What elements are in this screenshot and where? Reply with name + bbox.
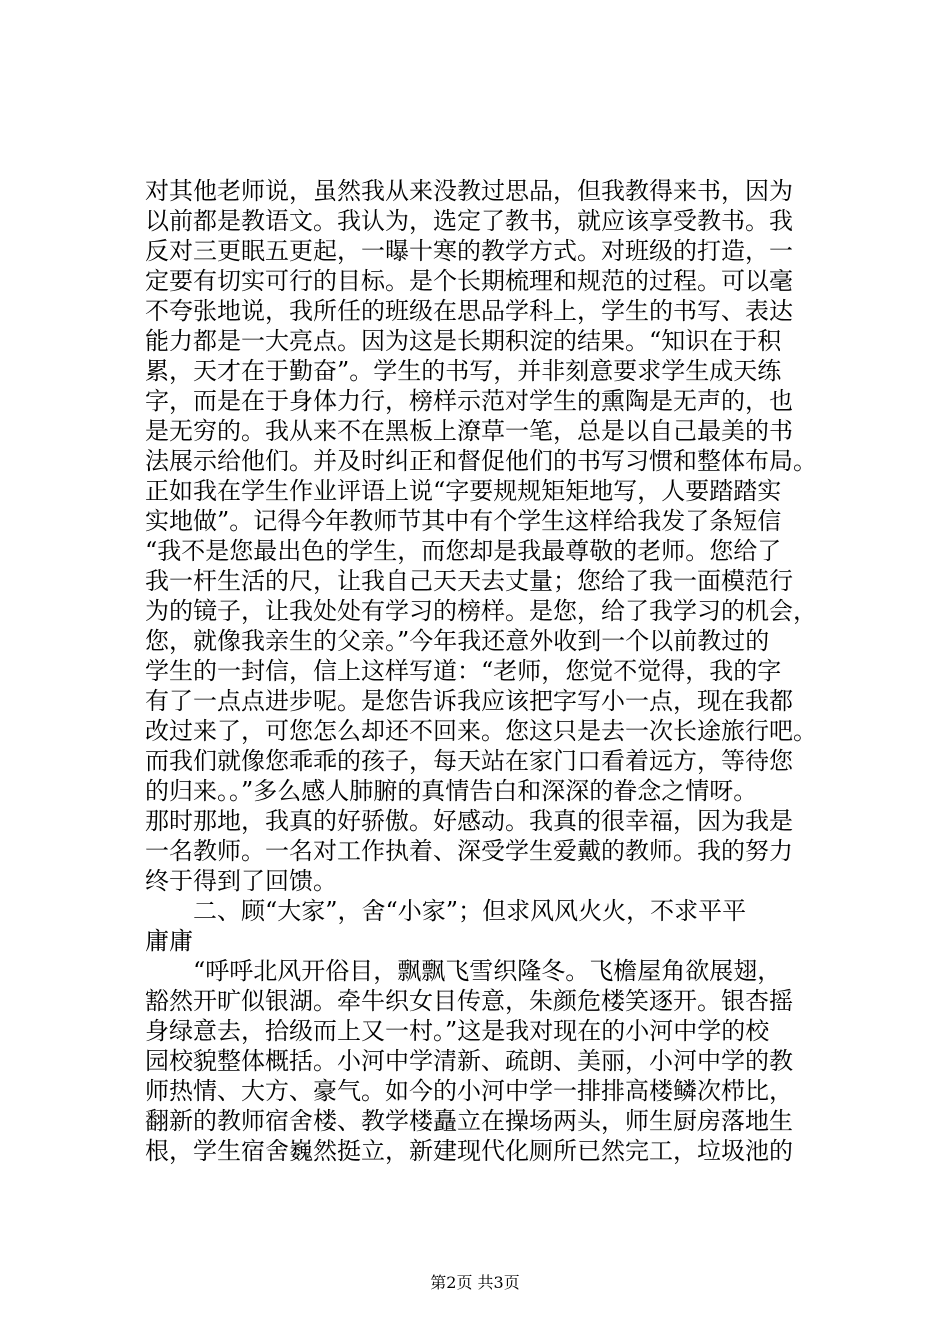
text-line: 终于得到了回馈。 [145, 867, 337, 895]
text-line: 的归来。。”多么感人肺腑的真情告白和深深的眷念之情呀。 [145, 777, 758, 805]
text-line: 为的镜子，让我处处有学习的榜样。是您，给了我学习的机会， [145, 597, 817, 625]
text-line: 对其他老师说，虽然我从来没教过思品，但我教得来书，因为 [145, 177, 793, 205]
text-line: 改过来了，可您怎么却还不回来。您这只是去一次长途旅行吧。 [145, 717, 817, 745]
page-footer: 第2页 共3页 [430, 1273, 520, 1292]
text-line: 以前都是教语文。我认为，选定了教书，就应该享受教书。我 [145, 207, 793, 235]
text-line: 法展示给他们。并及时纠正和督促他们的书写习惯和整体布局。 [145, 447, 817, 475]
text-line: 二、顾“大家”，舍“小家”；但求风风火火，不求平平 [145, 897, 747, 925]
text-line: 不夸张地说，我所任的班级在思品学科上，学生的书写、表达 [145, 297, 793, 325]
text-line: 有了一点点进步呢。是您告诉我应该把字写小一点，现在我都 [145, 687, 793, 715]
text-line: 实地做”。记得今年教师节其中有个学生这样给我发了条短信 [145, 507, 782, 535]
text-line: “我不是您最出色的学生，而您却是我最尊敬的老师。您给了 [145, 537, 782, 565]
text-line: 翻新的教师宿舍楼、教学楼矗立在操场两头，师生厨房落地生 [145, 1107, 793, 1135]
text-line: “呼呼北风开俗目，飘飘飞雪织隆冬。飞檐屋角欲展翅， [145, 957, 782, 985]
text-line: 累，天才在于勤奋”。学生的书写，并非刻意要求学生成天练 [145, 357, 782, 385]
text-line: 那时那地，我真的好骄傲。好感动。我真的很幸福，因为我是 [145, 807, 793, 835]
text-line: 是无穷的。我从来不在黑板上潦草一笔，总是以自己最美的书 [145, 417, 793, 445]
text-line: 豁然开旷似银湖。牵牛织女目传意，朱颜危楼笑逐开。银杏摇 [145, 987, 793, 1015]
text-line: 正如我在学生作业评语上说“字要规规矩矩地写，人要踏踏实 [145, 477, 782, 505]
text-line: 我一杆生活的尺，让我自己天天去丈量；您给了我一面模范行 [145, 567, 793, 595]
text-line: 您，就像我亲生的父亲。”今年我还意外收到一个以前教过的 [145, 627, 770, 655]
text-line: 学生的一封信，信上这样写道：“老师，您觉不觉得，我的字 [145, 657, 782, 685]
text-line: 根，学生宿舍巍然挺立，新建现代化厕所已然完工，垃圾池的 [145, 1137, 793, 1165]
text-line: 字，而是在于身体力行，榜样示范对学生的熏陶是无声的，也 [145, 387, 793, 415]
text-line: 园校貌整体概括。小河中学清新、疏朗、美丽，小河中学的教 [145, 1047, 793, 1075]
text-line: 定要有切实可行的目标。是个长期梳理和规范的过程。可以毫 [145, 267, 793, 295]
text-line: 而我们就像您乖乖的孩子，每天站在家门口看着远方，等待您 [145, 747, 793, 775]
text-line: 师热情、大方、豪气。如今的小河中学一排排高楼鳞次栉比， [145, 1077, 793, 1105]
text-line: 能力都是一大亮点。因为这是长期积淀的结果。“知识在于积 [145, 327, 782, 355]
text-line: 一名教师。一名对工作执着、深受学生爱戴的教师。我的努力 [145, 837, 793, 865]
text-line: 身绿意去，拾级而上又一村。”这是我对现在的小河中学的校 [145, 1017, 770, 1045]
body-text [145, 176, 845, 1166]
text-line: 反对三更眠五更起，一曝十寒的教学方式。对班级的打造，一 [145, 237, 793, 265]
text-line: 庸庸 [145, 927, 193, 955]
